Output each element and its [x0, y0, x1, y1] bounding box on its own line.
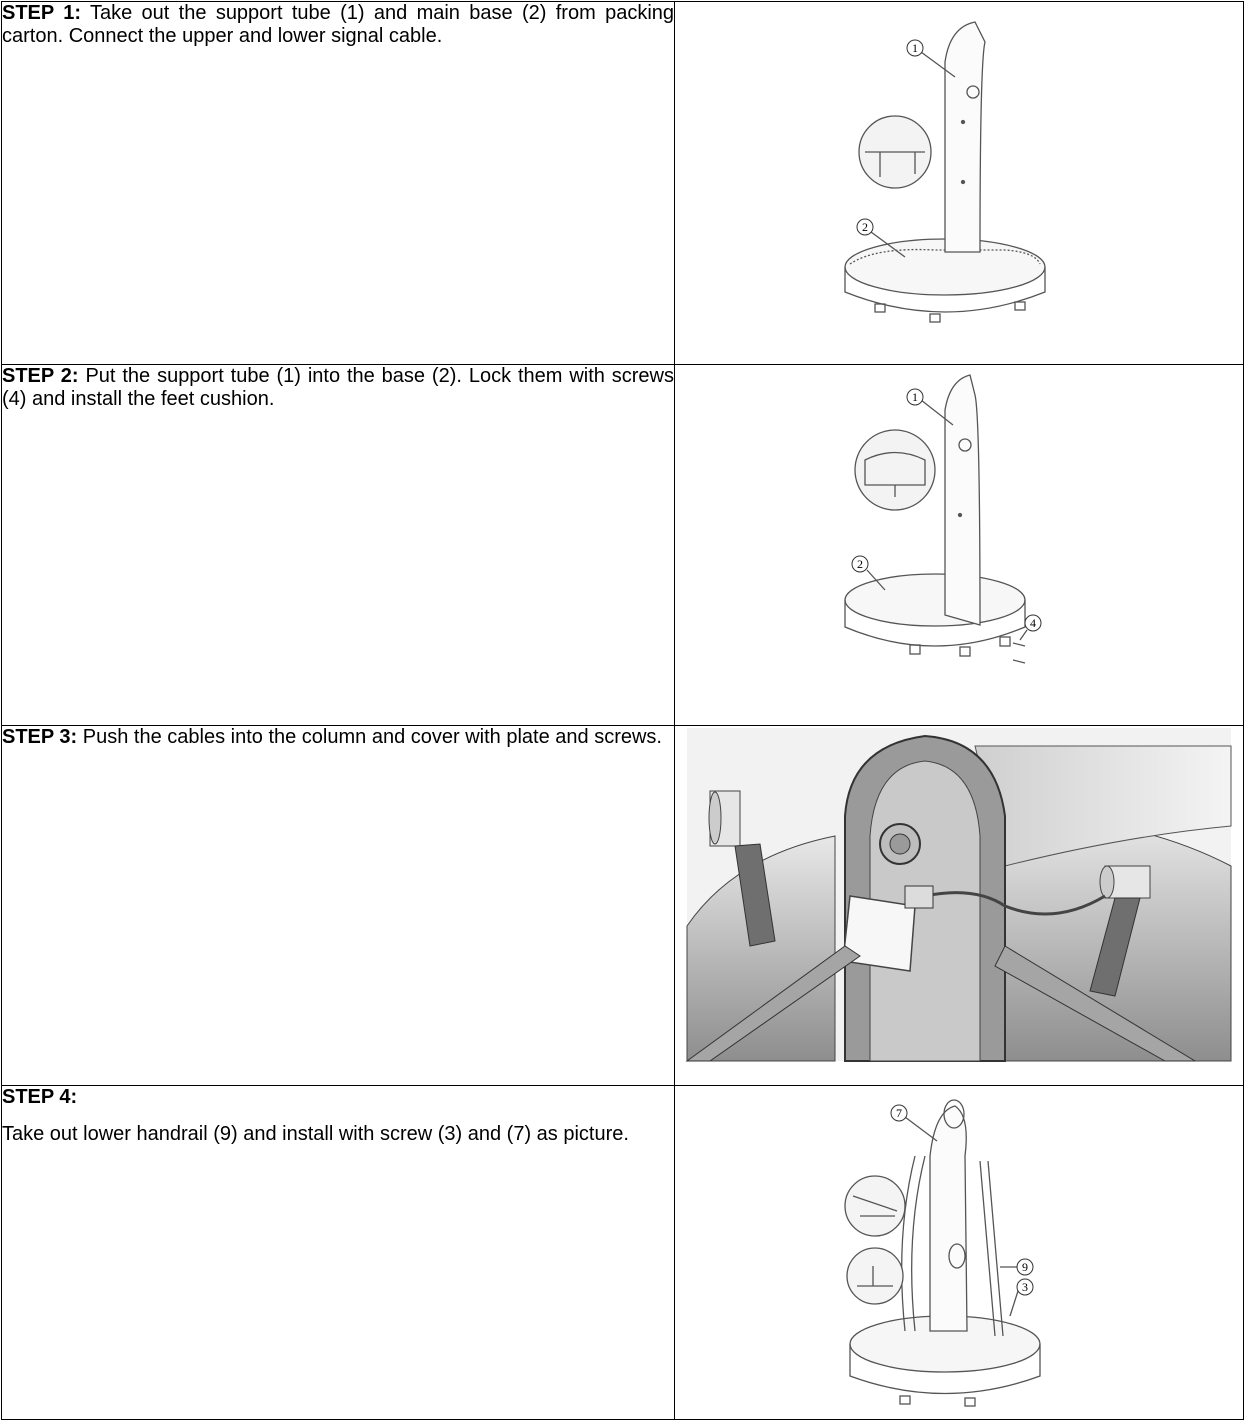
step-4-illustration — [675, 1086, 1243, 1420]
step-4-callout-7 — [891, 1105, 907, 1121]
svg-text:2: 2 — [857, 557, 863, 571]
step-row-2 — [2, 365, 1244, 726]
step-3-text-cell — [2, 726, 675, 1086]
svg-text:9: 9 — [1022, 1260, 1028, 1274]
step-1-heading: STEP 1: — [2, 2, 81, 24]
step-2-text-cell — [2, 365, 675, 726]
step-2-heading: STEP 2: — [2, 365, 79, 387]
step-row-4 — [2, 1086, 1244, 1420]
svg-text:4: 4 — [1030, 616, 1036, 630]
step-1-text-cell — [2, 2, 675, 365]
step-4-illustration-cell — [675, 1086, 1244, 1420]
step-2-illustration — [675, 365, 1243, 726]
step-2-callout-4 — [1025, 615, 1041, 631]
step-2-paragraph — [2, 365, 674, 411]
step-4-text-cell — [2, 1086, 675, 1420]
svg-text:2: 2 — [862, 220, 868, 234]
assembly-steps-table — [1, 1, 1244, 1420]
step-2-instructions: Put the support tube (1) into the base (2). Lock them with screws (4) and install the feet cushion. — [2, 365, 675, 410]
step-4-heading-line — [2, 1086, 674, 1109]
step-3-illustration-cell — [675, 726, 1244, 1086]
step-3-instructions: Push the cables into the column and cover with plate and screws. — [77, 726, 662, 748]
step-2-illustration-cell — [675, 365, 1244, 726]
step-4-heading: STEP 4: — [2, 1086, 78, 1108]
step-1-callout-2 — [857, 219, 873, 235]
step-1-instructions: Take out the support tube (1) and main base (2) from packing carton. Connect the upper and lower signal cable. — [2, 2, 675, 47]
step-4-callout-9 — [1017, 1259, 1033, 1275]
svg-text:7: 7 — [896, 1106, 902, 1120]
svg-text:1: 1 — [912, 390, 918, 404]
step-4-callout-3 — [1017, 1279, 1033, 1295]
step-3-heading: STEP 3: — [2, 726, 78, 748]
step-2-callout-1 — [907, 389, 923, 405]
step-2-callout-2 — [852, 556, 868, 572]
step-3-paragraph — [2, 726, 674, 749]
step-row-3 — [2, 726, 1244, 1086]
step-3-illustration — [675, 726, 1243, 1086]
step-1-illustration — [675, 2, 1243, 365]
step-1-paragraph — [2, 2, 674, 48]
step-1-callout-1 — [907, 40, 923, 56]
svg-text:3: 3 — [1022, 1280, 1028, 1294]
step-row-1 — [2, 2, 1244, 365]
step-1-illustration-cell — [675, 2, 1244, 365]
svg-text:1: 1 — [912, 41, 918, 55]
step-4-instructions: Take out lower handrail (9) and install with screw (3) and (7) as picture. — [2, 1123, 629, 1145]
